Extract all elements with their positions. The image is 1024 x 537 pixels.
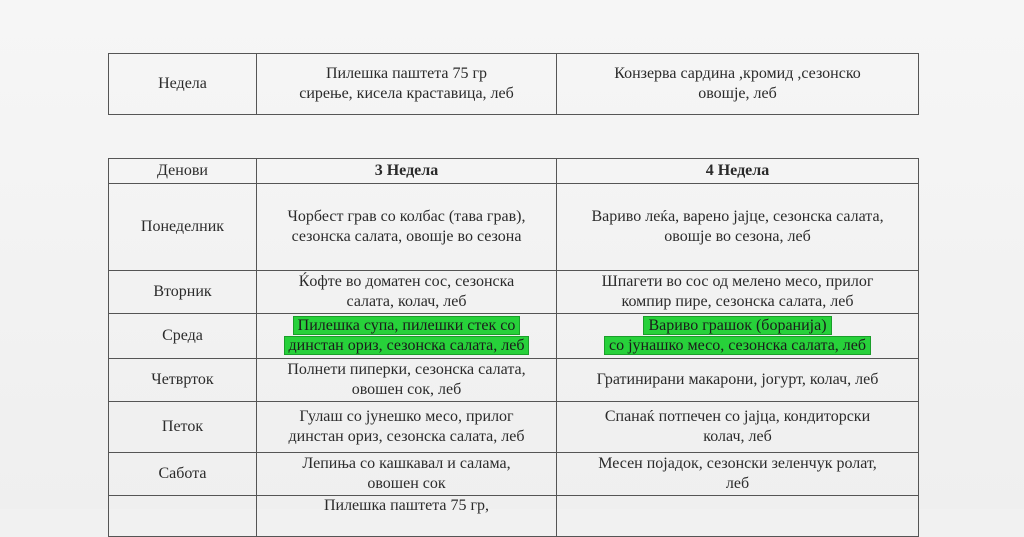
week3-line1: Гулаш со јунешко месо, прилог xyxy=(299,408,514,425)
day-label: Среда xyxy=(162,327,203,344)
table-row xyxy=(109,359,919,402)
week3-line2: овошен сок, леб xyxy=(351,381,462,398)
week4-line2: овошје во сезона, леб xyxy=(664,228,811,245)
week4-line1: Вариво леќа, варено јајце, сезонска салата, xyxy=(591,208,884,225)
day-cell xyxy=(109,314,257,359)
day-label: Недела xyxy=(158,75,207,92)
week4-line1: Шпагети во сос од мелено месо, прилог xyxy=(601,273,874,290)
week3-line1: Пилешка супа, пилешки стек со xyxy=(297,317,516,334)
week3-cell xyxy=(257,453,557,496)
week3-cell xyxy=(257,402,557,453)
table-row xyxy=(109,453,919,496)
week3-cell xyxy=(257,359,557,402)
week3-line2: салата, колач, леб xyxy=(346,293,467,310)
week4-cell xyxy=(557,496,919,537)
week3-line1: Чорбест грав со колбас (тава грав), xyxy=(287,208,526,225)
table-row-highlighted xyxy=(109,314,919,359)
week4-cell xyxy=(557,314,919,359)
week4-cell xyxy=(557,271,919,314)
week4-cell xyxy=(557,359,919,402)
table-row xyxy=(109,402,919,453)
highlight-marker xyxy=(604,336,871,355)
week4-header xyxy=(557,159,919,184)
day-cell xyxy=(109,54,257,115)
day-cell xyxy=(109,402,257,453)
table-row xyxy=(109,271,919,314)
week3-cell xyxy=(257,271,557,314)
week3-line2: сирење, кисела краставица, леб xyxy=(299,85,514,102)
table-row xyxy=(109,184,919,271)
week4-line2: колач, леб xyxy=(703,428,772,445)
highlight-marker xyxy=(643,316,831,335)
day-cell xyxy=(109,359,257,402)
week4-line2: компир пире, сезонска салата, леб xyxy=(621,293,854,310)
week3-header xyxy=(257,159,557,184)
week4-cell xyxy=(557,453,919,496)
week3-line2: динстан ориз, сезонска салата, леб xyxy=(288,337,525,354)
week3-line2: сезонска салата, овошје во сезона xyxy=(291,228,522,245)
week3-cell xyxy=(257,314,557,359)
week4-line2: со јунашко месо, сезонска салата, леб xyxy=(608,337,867,354)
week3-header-label: 3 Недела xyxy=(374,162,439,179)
week4-line1: Гратинирани макарони, јогурт, колач, леб xyxy=(596,371,879,388)
table-row xyxy=(109,54,919,115)
header-row xyxy=(109,159,919,184)
table-row xyxy=(109,496,919,537)
highlight-marker xyxy=(284,316,530,355)
day-label: Понеделник xyxy=(140,218,225,235)
week3-line1: Пилешка паштета 75 гр xyxy=(325,65,488,82)
week4-cell xyxy=(557,54,919,115)
week3-cell xyxy=(257,54,557,115)
week4-line1: Месен појадок, сезонски зеленчук ролат, xyxy=(598,455,877,472)
days-header-label: Денови xyxy=(157,162,208,179)
week4-line2: овошје, леб xyxy=(698,85,777,102)
previous-week-table xyxy=(108,53,919,115)
weekly-menu-table xyxy=(108,158,919,537)
week4-line1: Вариво грашок (боранија) xyxy=(648,317,827,334)
day-label: Вторник xyxy=(153,283,212,300)
day-cell xyxy=(109,496,257,537)
day-cell xyxy=(109,184,257,271)
day-cell xyxy=(109,453,257,496)
week3-line1: Лепиња со кашкавал и салама, xyxy=(302,455,511,472)
week4-cell xyxy=(557,184,919,271)
day-label: Сабота xyxy=(158,465,207,482)
week3-cell xyxy=(257,184,557,271)
week4-cell xyxy=(557,402,919,453)
day-label: Четврток xyxy=(151,371,214,388)
week3-cell xyxy=(257,496,557,537)
week4-line2: леб xyxy=(725,475,750,492)
week3-line2: динстан ориз, сезонска салата, леб xyxy=(288,428,525,445)
day-label: Петок xyxy=(161,418,204,435)
day-cell xyxy=(109,271,257,314)
week3-line1: Ќофте во доматен сос, сезонска xyxy=(298,273,515,290)
week3-line1: Пилешка паштета 75 гр, xyxy=(323,497,490,514)
week4-line1: Конзерва сардина ,кромид ,сезонско xyxy=(614,65,861,82)
week4-line1: Спанаќ потпечен со јајца, кондиторски xyxy=(604,408,871,425)
week3-line2: овошен сок xyxy=(367,475,446,492)
days-header xyxy=(109,159,257,184)
week3-line1: Полнети пиперки, сезонска салата, xyxy=(287,361,526,378)
week4-header-label: 4 Недела xyxy=(705,162,770,179)
